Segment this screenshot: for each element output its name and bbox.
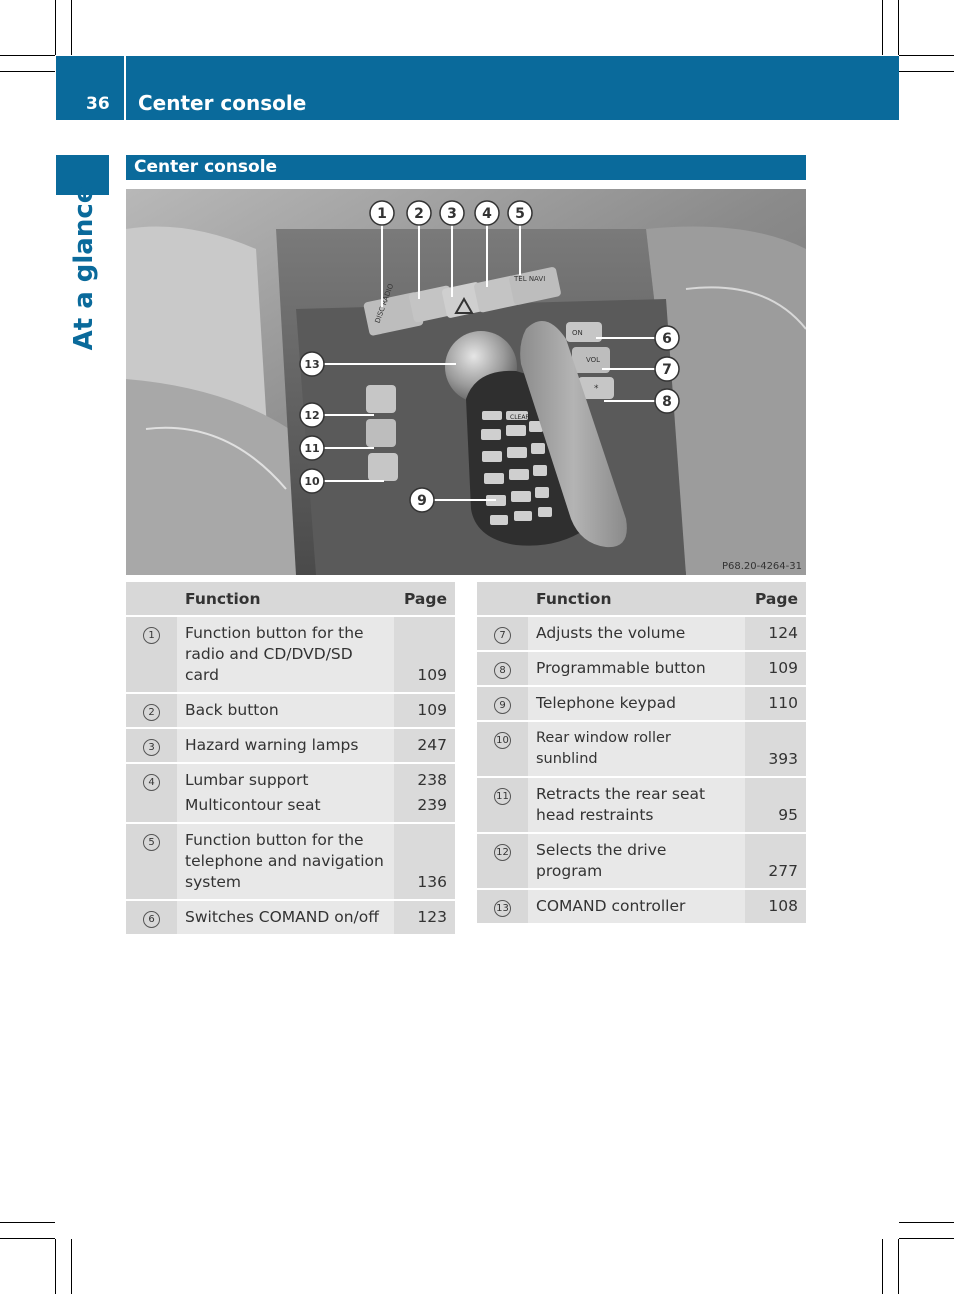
callout-11 (300, 436, 324, 460)
svg-text:4: 4 (482, 206, 492, 222)
page-header (56, 56, 899, 120)
item-number-badge: 8 (494, 662, 511, 679)
callout-2 (407, 201, 431, 225)
header-title: Center console (138, 91, 307, 115)
clear-label: CLEAR (510, 414, 530, 421)
tel-navi-label: TEL NAVI (514, 275, 546, 283)
function-table-left (126, 582, 455, 936)
side-tab-label: At a glance (69, 185, 99, 351)
page-reference: 95 (745, 777, 806, 833)
figure-code: P68.20-4264-31 (721, 561, 802, 572)
crop-mark (71, 0, 72, 55)
page-reference: 277 (745, 833, 806, 889)
table-row (126, 763, 455, 823)
callout-8 (655, 389, 679, 413)
function-text: Lumbar support (185, 771, 309, 789)
function-text: Multicontour seat (185, 796, 321, 814)
function-text: Adjusts the volume (528, 616, 745, 651)
page-reference: 109 (394, 693, 455, 728)
function-text: Switches COMAND on/off (177, 900, 394, 935)
table-row (477, 651, 806, 686)
item-number-badge: 1 (143, 627, 160, 644)
svg-text:8: 8 (662, 394, 672, 410)
header-divider (124, 56, 126, 120)
table-row (126, 616, 455, 693)
page-reference: 136 (394, 823, 455, 900)
function-text: Back button (177, 693, 394, 728)
table-row (477, 833, 806, 889)
callout-10 (300, 469, 324, 493)
table-row (477, 777, 806, 833)
header-page: Page (745, 582, 806, 616)
item-number-badge: 13 (494, 900, 511, 917)
page-reference: 108 (745, 889, 806, 924)
table-row (477, 889, 806, 924)
svg-text:12: 12 (304, 409, 320, 422)
callout-13 (300, 352, 324, 376)
function-text: Selects the drive program (528, 833, 745, 889)
header-function: Function (177, 582, 394, 616)
function-text: Programmable button (528, 651, 745, 686)
function-text: Rear window roller sunblind (528, 721, 745, 777)
page-reference: 123 (394, 900, 455, 935)
callout-6 (655, 326, 679, 350)
page-number: 36 (86, 94, 110, 114)
svg-text:11: 11 (304, 442, 320, 455)
svg-text:13: 13 (304, 358, 320, 371)
page-reference: 247 (394, 728, 455, 763)
page-reference: 110 (745, 686, 806, 721)
table-row (126, 823, 455, 900)
item-number-badge: 6 (143, 911, 160, 928)
item-number-badge: 10 (494, 732, 511, 749)
star-label: * (594, 384, 599, 394)
table-row (126, 900, 455, 935)
crop-mark (71, 1239, 72, 1294)
function-text: Retracts the rear seat head restraints (528, 777, 745, 833)
table-row (477, 721, 806, 777)
crop-mark (882, 1239, 883, 1294)
header-num (126, 582, 177, 616)
svg-text:6: 6 (662, 331, 672, 347)
table-row (477, 686, 806, 721)
function-table-right (477, 582, 806, 925)
callout-12 (300, 403, 324, 427)
crop-mark (882, 0, 883, 55)
left-button-column (366, 385, 398, 481)
header-page: Page (394, 582, 455, 616)
item-number-badge: 7 (494, 627, 511, 644)
svg-text:1: 1 (377, 206, 387, 222)
crop-mark (899, 71, 954, 72)
crop-mark (55, 1239, 56, 1294)
crop-mark (0, 1238, 55, 1239)
section-title: Center console (126, 155, 806, 180)
table-header-row (126, 582, 455, 616)
item-number-badge: 3 (143, 739, 160, 756)
callout-3 (440, 201, 464, 225)
crop-mark (899, 1238, 954, 1239)
callout-9 (410, 488, 434, 512)
item-number-badge: 4 (143, 774, 160, 791)
svg-text:10: 10 (304, 475, 320, 488)
item-number-badge: 12 (494, 844, 511, 861)
function-text: COMAND controller (528, 889, 745, 924)
function-text: Function button for the telephone and navigation system (177, 823, 394, 900)
crop-mark (898, 1239, 899, 1294)
page-reference: 109 (394, 616, 455, 693)
center-console-photo (126, 189, 806, 575)
crop-mark (0, 55, 55, 56)
crop-mark (899, 1222, 954, 1223)
crop-mark (898, 0, 899, 55)
svg-text:3: 3 (447, 206, 457, 222)
crop-mark (55, 0, 56, 55)
header-function: Function (528, 582, 745, 616)
svg-text:7: 7 (662, 362, 672, 378)
callout-4 (475, 201, 499, 225)
disc-radio-label: DISC RADIO (373, 282, 396, 325)
item-number-badge: 9 (494, 697, 511, 714)
crop-mark (0, 71, 55, 72)
item-number-badge: 11 (494, 788, 511, 805)
page-reference: 238 (417, 771, 447, 789)
item-number-badge: 5 (143, 834, 160, 851)
table-header-row (477, 582, 806, 616)
callout-7 (655, 357, 679, 381)
svg-text:9: 9 (417, 493, 427, 509)
table-row (126, 693, 455, 728)
item-number-badge: 2 (143, 704, 160, 721)
crop-mark (899, 55, 954, 56)
page-reference: 124 (745, 616, 806, 651)
callout-1 (370, 201, 394, 225)
on-label: ON (572, 329, 583, 337)
page-reference: 239 (417, 796, 447, 814)
crop-mark (0, 1222, 55, 1223)
page-reference: 109 (745, 651, 806, 686)
table-row (126, 728, 455, 763)
table-row (477, 616, 806, 651)
function-text: Function button for the radio and CD/DVD/SD card (177, 616, 394, 693)
header-num (477, 582, 528, 616)
svg-text:2: 2 (414, 206, 424, 222)
svg-text:5: 5 (515, 206, 525, 222)
callout-5 (508, 201, 532, 225)
function-text: Hazard warning lamps (177, 728, 394, 763)
vol-label: VOL (586, 356, 601, 364)
page-reference: 393 (745, 721, 806, 777)
function-text: Telephone keypad (528, 686, 745, 721)
